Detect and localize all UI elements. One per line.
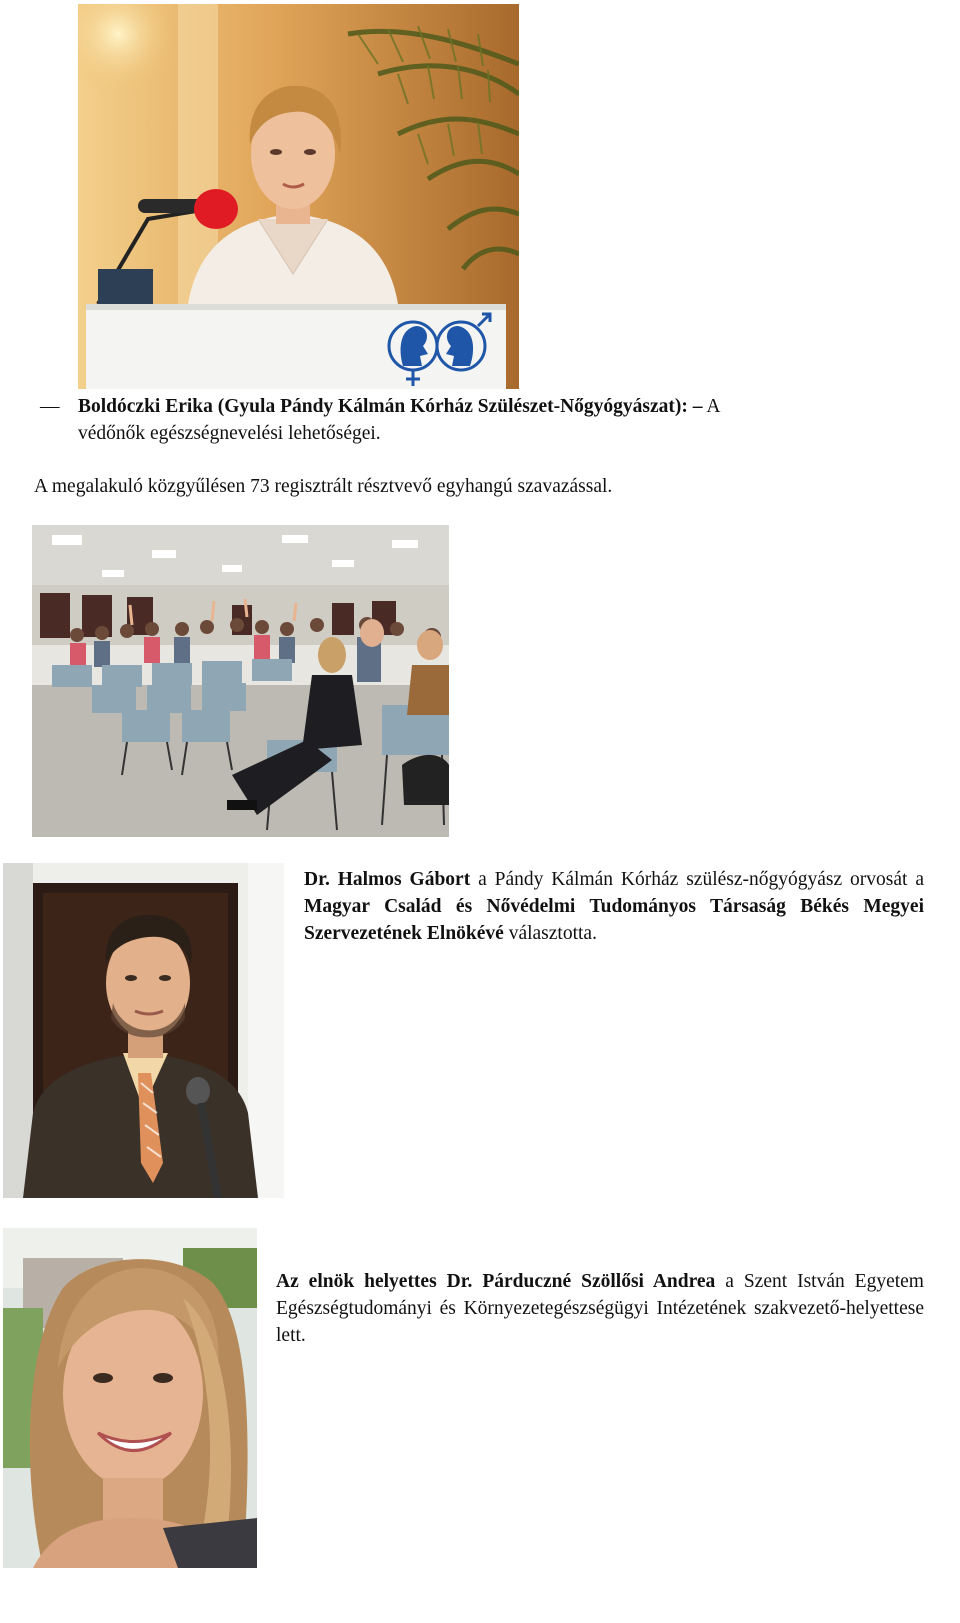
elected-text: választotta. [503,923,597,944]
president-photo [3,863,284,1198]
vice-president-photo [3,1228,257,1568]
vice-president-name: Az elnök helyettes Dr. Párduczné Szöllősi Andrea [276,1271,716,1292]
speaker-topic-start: A [706,396,721,417]
vice-president-role: a Szent István Egyetem Egészségtudományi és Környezetegészségügyi Intézetének szakvezető-helyettese lett. [276,1271,924,1346]
speaker-caption [78,393,868,420]
president-affiliation: a Pándy Kálmán Kórház szülész-nőgyógyász orvosát a [470,869,925,890]
president-paragraph [304,866,924,947]
organization-name: Magyar Család és Nővédelmi Tudományos Társaság Békés Megyei Szervezetének Elnökévé [304,896,924,944]
vice-president-paragraph [276,1268,924,1349]
assembly-vote-photo [32,525,449,837]
president-name: Dr. Halmos Gábort [304,869,471,890]
vote-paragraph: A megalakuló közgyűlésen 73 regisztrált résztvevő egyhangú szavazással. [34,476,613,497]
speaker-topic: védőnők egészségnevelési lehetőségei. [78,423,381,444]
speaker-podium-photo [78,4,519,389]
caption-dash: — [40,396,60,417]
speaker-name-affiliation: Boldóczki Erika (Gyula Pándy Kálmán Kórház Szülészet-Nőgyógyászat): – [78,396,703,417]
